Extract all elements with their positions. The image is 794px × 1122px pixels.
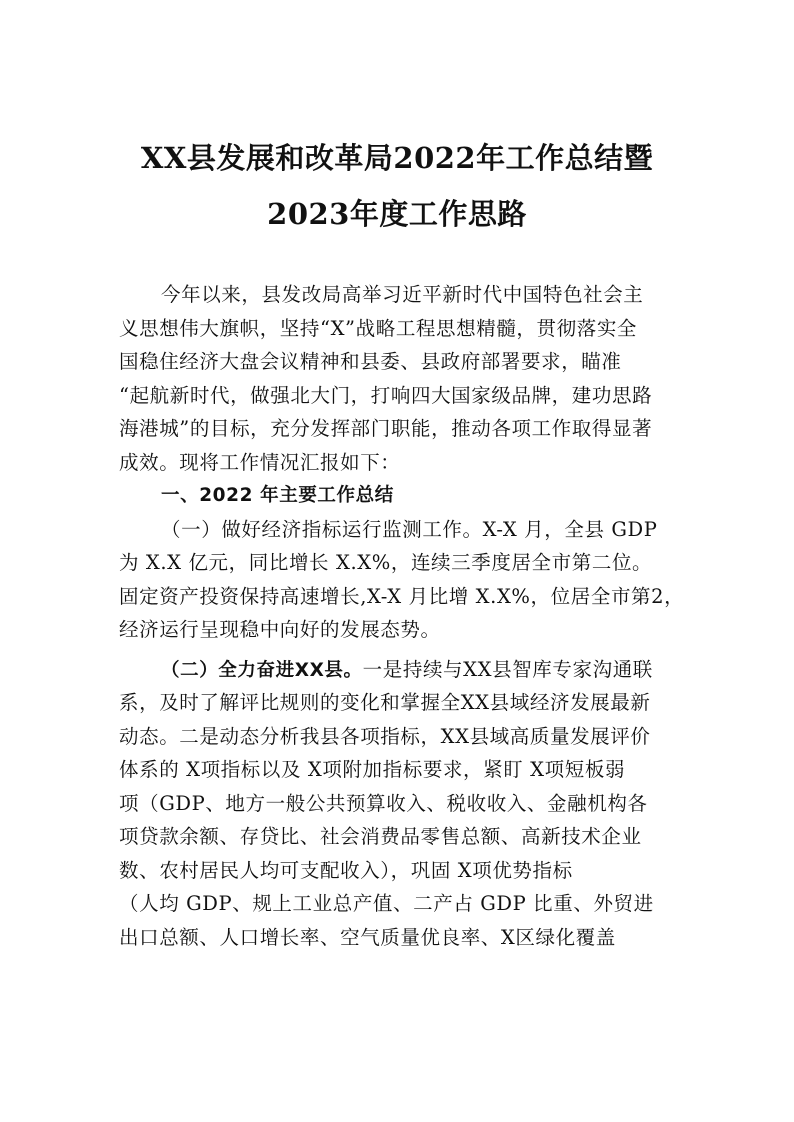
item2-line: 项贷款余额、存贷比、社会消费品零售总额、高新技术企业 (119, 825, 642, 848)
document-title-line-1: XX县发展和改革局2022年工作总结暨 (140, 141, 654, 175)
document-title-line-2: 2023年度工作思路 (267, 197, 527, 231)
item2-line: 体系的 X项指标以及 X项附加指标要求，紧盯 X项短板弱 (119, 758, 626, 781)
item2-lead: （二）全力奋进XX县。 (161, 659, 363, 681)
item2-line: 动态。二是动态分析我县各项指标，XX县域高质量发展评价 (119, 724, 651, 748)
intro-line: 成效。现将工作情况汇报如下： (119, 450, 401, 474)
item1-lead: （一） (161, 517, 222, 541)
section-heading: 一、2022 年主要工作总结 (161, 485, 394, 506)
item1-line: 固定资产投资保持高速增长,X-X 月比增 X.X%，位居全市第2， (119, 584, 685, 608)
item2-line: 数、农村居民人均可支配收入），巩固 X项优势指标 (119, 858, 573, 882)
item1-line: 为 X.X 亿元，同比增长 X.X%，连续三季度居全市第二位。 (119, 551, 653, 574)
item2-line: 系，及时了解评比规则的变化和掌握全XX县域经济发展最新 (119, 691, 651, 714)
item2-line: 出口总额、人口增长率、空气质量优良率、X区绿化覆盖 (119, 925, 616, 949)
intro-line: “起航新时代，做强北大门，打响四大国家级品牌，建功思路 (119, 383, 653, 407)
item2-line: （人均 GDP、规上工业总产值、二产占 GDP 比重、外贸进 (119, 892, 654, 915)
item1-first-line (119, 513, 693, 547)
document-body (119, 278, 693, 954)
intro-line: 海港城”的目标，充分发挥部门职能，推动各项工作取得显著 (119, 417, 653, 440)
item1-line: 经济运行呈现稳中向好的发展态势。 (119, 618, 441, 641)
item2-text: 一是持续与XX县智库专家沟通联 (362, 657, 653, 681)
item2-first-line (119, 653, 693, 687)
intro-line: 今年以来，县发改局高举习近平新时代中国特色社会主 (161, 283, 644, 306)
intro-line: 国稳住经济大盘会议精神和县委、县政府部署要求，瞄准 (119, 350, 622, 373)
item2-line: 项（GDP、地方一般公共预算收入、税收收入、金融机构各 (119, 791, 648, 815)
intro-line: 义思想伟大旗帜，坚持“X”战略工程思想精髓，贯彻落实全 (119, 316, 638, 340)
item1-text: 做好经济指标运行监测工作。X-X 月，全县 GDP (221, 517, 658, 541)
